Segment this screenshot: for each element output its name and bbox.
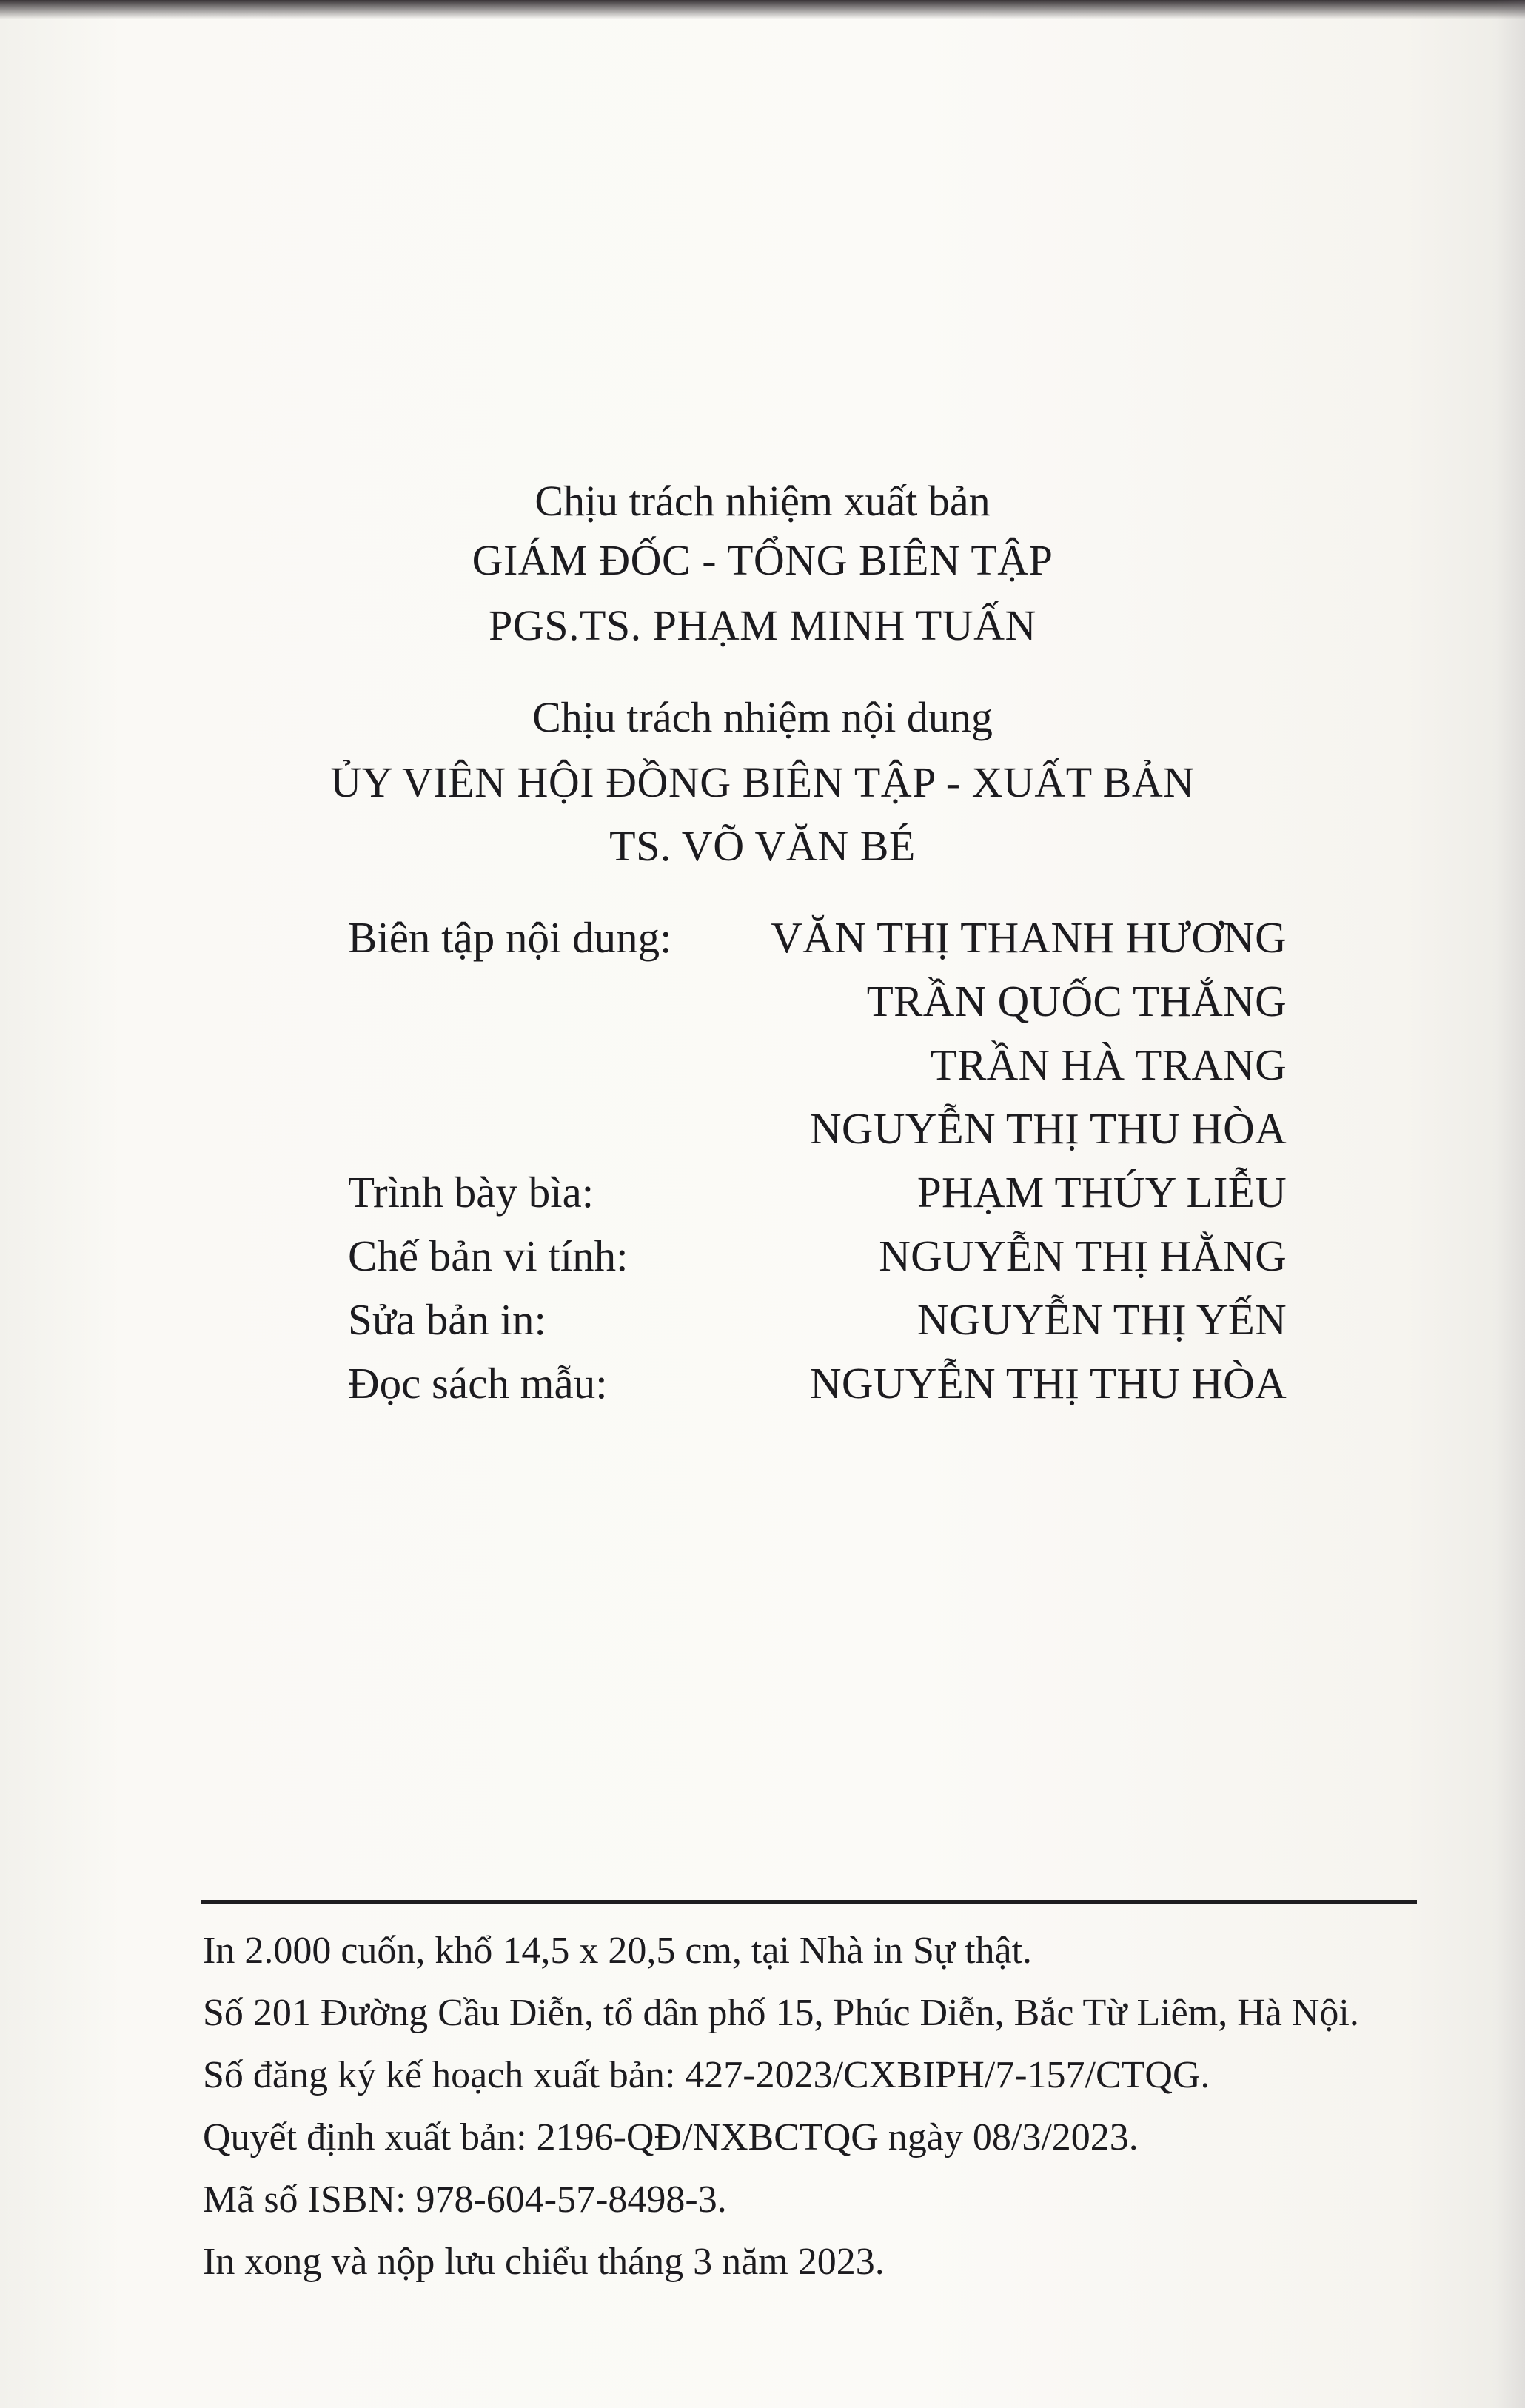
credit-name: NGUYỄN THỊ THU HÒA (810, 1359, 1287, 1408)
colophon-line-registration: Số đăng ký kế hoạch xuất bản: 427-2023/CXBIPH/7-157/CTQG. (203, 2054, 1210, 2096)
content-responsibility-label: Chịu trách nhiệm nội dung (532, 693, 993, 741)
credit-name: NGUYỄN THỊ THU HÒA (810, 1104, 1287, 1153)
colophon-line-deposit: In xong và nộp lưu chiểu tháng 3 năm 2023. (203, 2241, 885, 2283)
credit-row (0, 1040, 1525, 1093)
page-top-shadow (0, 0, 1525, 19)
credit-row (0, 1358, 1525, 1411)
credit-row (0, 1231, 1525, 1284)
credit-label: Đọc sách mẫu: (348, 1359, 608, 1408)
credit-label: Chế bản vi tính: (348, 1231, 629, 1280)
credit-name: NGUYỄN THỊ YẾN (916, 1295, 1287, 1344)
credit-name: VĂN THỊ THANH HƯƠNG (771, 913, 1287, 962)
credit-label: Trình bày bìa: (348, 1168, 594, 1217)
credit-name: TRẦN HÀ TRANG (930, 1040, 1287, 1089)
credit-row (0, 1294, 1525, 1348)
publication-responsibility-label: Chịu trách nhiệm xuất bản (534, 477, 991, 525)
credit-row (0, 976, 1525, 1029)
credit-label: Sửa bản in: (348, 1295, 546, 1344)
content-responsibility-role: ỦY VIÊN HỘI ĐỒNG BIÊN TẬP - XUẤT BẢN (330, 758, 1195, 806)
content-responsibility-name: TS. VÕ VĂN BÉ (609, 822, 916, 870)
colophon-line-isbn: Mã số ISBN: 978-604-57-8498-3. (203, 2178, 727, 2221)
credit-name: NGUYỄN THỊ HẰNG (879, 1231, 1287, 1280)
publication-responsibility-role: GIÁM ĐỐC - TỔNG BIÊN TẬP (472, 536, 1053, 584)
credit-label: Biên tập nội dung: (348, 913, 672, 962)
credit-name: TRẦN QUỐC THẮNG (866, 977, 1287, 1026)
credit-row (0, 912, 1525, 966)
colophon-line-decision: Quyết định xuất bản: 2196-QĐ/NXBCTQG ngày 08/3/2023. (203, 2116, 1139, 2158)
credit-row (0, 1103, 1525, 1157)
publication-responsibility-name: PGS.TS. PHẠM MINH TUẤN (489, 601, 1036, 649)
credit-row (0, 1167, 1525, 1220)
colophon-divider (201, 1900, 1417, 1904)
colophon-line-address: Số 201 Đường Cầu Diễn, tổ dân phố 15, Phúc Diễn, Bắc Từ Liêm, Hà Nội. (203, 1992, 1359, 2034)
credit-name: PHẠM THÚY LIỄU (916, 1168, 1287, 1217)
colophon-line-print-run: In 2.000 cuốn, khổ 14,5 x 20,5 cm, tại Nhà in Sự thật. (203, 1930, 1033, 1972)
